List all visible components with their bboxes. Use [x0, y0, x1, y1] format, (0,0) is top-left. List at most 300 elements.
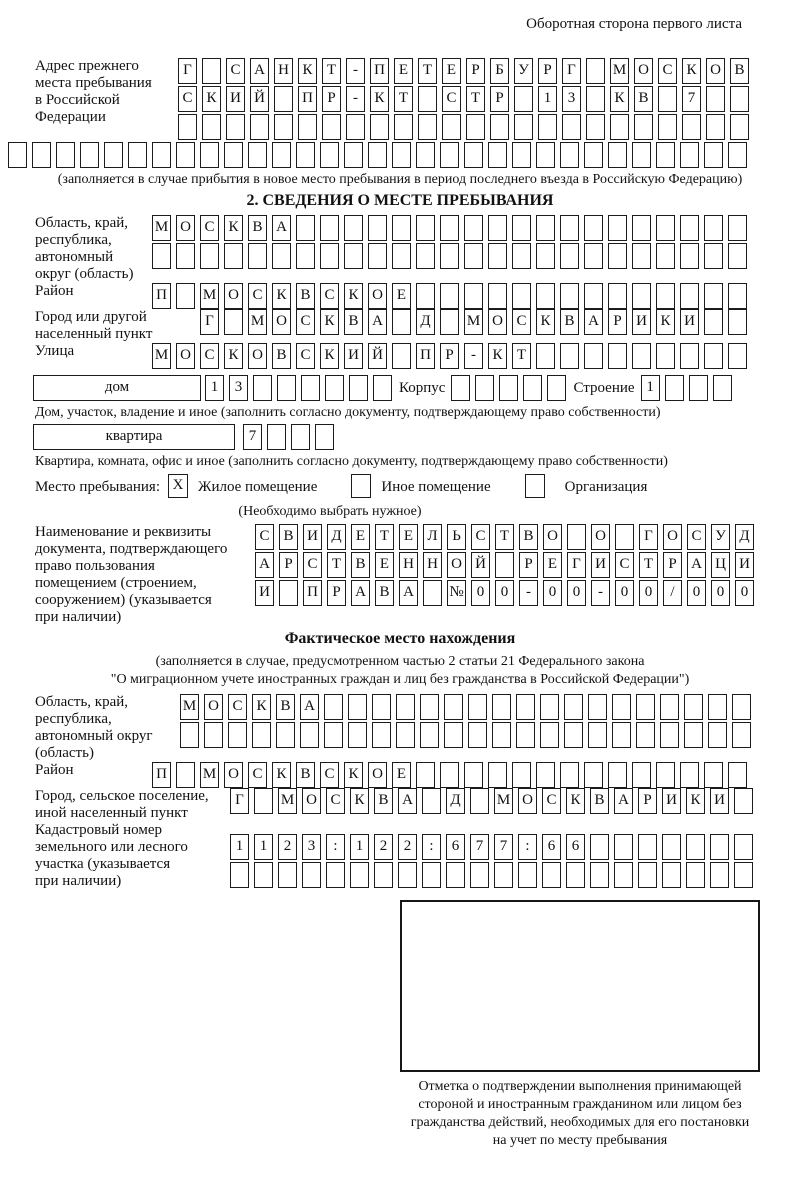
char-cell[interactable]: [542, 862, 561, 888]
char-cell[interactable]: [704, 762, 723, 788]
char-cell[interactable]: [440, 762, 459, 788]
char-cell[interactable]: О: [224, 283, 243, 309]
char-cell[interactable]: [536, 343, 555, 369]
char-cell[interactable]: [348, 694, 367, 720]
char-cell[interactable]: [178, 114, 197, 140]
char-cell[interactable]: [608, 283, 627, 309]
char-cell[interactable]: [224, 142, 243, 168]
char-cell[interactable]: 1: [538, 86, 557, 112]
char-cell[interactable]: [516, 694, 535, 720]
char-cell[interactable]: [204, 722, 223, 748]
char-cell[interactable]: [392, 343, 411, 369]
char-cell[interactable]: А: [368, 309, 387, 335]
char-cell[interactable]: [584, 215, 603, 241]
char-cell[interactable]: С: [178, 86, 197, 112]
char-cell[interactable]: [470, 788, 489, 814]
char-cell[interactable]: 1: [230, 834, 249, 860]
char-cell[interactable]: [632, 283, 651, 309]
char-cell[interactable]: И: [255, 580, 274, 606]
char-cell[interactable]: [444, 694, 463, 720]
char-cell[interactable]: [394, 114, 413, 140]
char-cell[interactable]: [350, 862, 369, 888]
char-cell[interactable]: [614, 862, 633, 888]
char-cell[interactable]: [326, 862, 345, 888]
char-cell[interactable]: [442, 114, 461, 140]
char-cell[interactable]: [488, 243, 507, 269]
char-cell[interactable]: [392, 243, 411, 269]
char-cell[interactable]: [416, 215, 435, 241]
char-cell[interactable]: [734, 862, 753, 888]
char-cell[interactable]: Д: [416, 309, 435, 335]
char-cell[interactable]: 0: [471, 580, 490, 606]
char-cell[interactable]: [495, 552, 514, 578]
char-cell[interactable]: Г: [562, 58, 581, 84]
char-cell[interactable]: С: [442, 86, 461, 112]
char-cell[interactable]: [540, 722, 559, 748]
char-cell[interactable]: П: [152, 762, 171, 788]
char-cell[interactable]: Г: [178, 58, 197, 84]
char-cell[interactable]: Й: [250, 86, 269, 112]
char-cell[interactable]: И: [226, 86, 245, 112]
char-cell[interactable]: [608, 762, 627, 788]
char-cell[interactable]: [560, 215, 579, 241]
char-cell[interactable]: 0: [735, 580, 754, 606]
char-cell[interactable]: [346, 114, 365, 140]
char-cell[interactable]: [523, 375, 542, 401]
char-cell[interactable]: К: [610, 86, 629, 112]
char-cell[interactable]: В: [344, 309, 363, 335]
char-cell[interactable]: Е: [351, 524, 370, 550]
char-cell[interactable]: [680, 343, 699, 369]
char-cell[interactable]: [638, 862, 657, 888]
char-cell[interactable]: [248, 142, 267, 168]
char-cell[interactable]: [440, 142, 459, 168]
char-cell[interactable]: Н: [274, 58, 293, 84]
char-cell[interactable]: К: [272, 762, 291, 788]
char-cell[interactable]: М: [464, 309, 483, 335]
char-cell[interactable]: [590, 834, 609, 860]
char-cell[interactable]: Е: [442, 58, 461, 84]
char-cell[interactable]: А: [255, 552, 274, 578]
char-cell[interactable]: [490, 114, 509, 140]
char-cell[interactable]: [200, 142, 219, 168]
char-cell[interactable]: [680, 215, 699, 241]
char-cell[interactable]: [656, 215, 675, 241]
char-cell[interactable]: Р: [327, 580, 346, 606]
char-cell[interactable]: [704, 283, 723, 309]
char-cell[interactable]: О: [488, 309, 507, 335]
char-cell[interactable]: [488, 283, 507, 309]
char-cell[interactable]: И: [591, 552, 610, 578]
char-cell[interactable]: [368, 215, 387, 241]
char-cell[interactable]: [516, 722, 535, 748]
char-cell[interactable]: [612, 722, 631, 748]
char-cell[interactable]: С: [471, 524, 490, 550]
char-cell[interactable]: С: [255, 524, 274, 550]
char-cell[interactable]: 0: [495, 580, 514, 606]
char-cell[interactable]: А: [272, 215, 291, 241]
char-cell[interactable]: К: [686, 788, 705, 814]
char-cell[interactable]: [728, 283, 747, 309]
char-cell[interactable]: [608, 142, 627, 168]
char-cell[interactable]: М: [200, 283, 219, 309]
char-cell[interactable]: [372, 694, 391, 720]
char-cell[interactable]: [728, 343, 747, 369]
char-cell[interactable]: 2: [374, 834, 393, 860]
char-cell[interactable]: С: [687, 524, 706, 550]
char-cell[interactable]: М: [248, 309, 267, 335]
char-cell[interactable]: [392, 142, 411, 168]
char-cell[interactable]: [686, 834, 705, 860]
char-cell[interactable]: [514, 114, 533, 140]
char-cell[interactable]: [423, 580, 442, 606]
char-cell[interactable]: К: [224, 215, 243, 241]
char-cell[interactable]: [686, 862, 705, 888]
char-cell[interactable]: 0: [711, 580, 730, 606]
char-cell[interactable]: [464, 215, 483, 241]
char-cell[interactable]: [536, 243, 555, 269]
char-cell[interactable]: [320, 215, 339, 241]
organization-checkbox[interactable]: [525, 474, 545, 498]
char-cell[interactable]: [344, 142, 363, 168]
char-cell[interactable]: 3: [562, 86, 581, 112]
char-cell[interactable]: [536, 762, 555, 788]
char-cell[interactable]: Р: [466, 58, 485, 84]
char-cell[interactable]: П: [303, 580, 322, 606]
char-cell[interactable]: [704, 309, 723, 335]
char-cell[interactable]: Г: [230, 788, 249, 814]
char-cell[interactable]: [392, 309, 411, 335]
char-cell[interactable]: [608, 243, 627, 269]
char-cell[interactable]: [708, 722, 727, 748]
char-cell[interactable]: Р: [538, 58, 557, 84]
char-cell[interactable]: [422, 788, 441, 814]
char-cell[interactable]: К: [682, 58, 701, 84]
char-cell[interactable]: [512, 215, 531, 241]
char-cell[interactable]: [416, 283, 435, 309]
char-cell[interactable]: [562, 114, 581, 140]
char-cell[interactable]: О: [663, 524, 682, 550]
char-cell[interactable]: И: [662, 788, 681, 814]
char-cell[interactable]: К: [488, 343, 507, 369]
char-cell[interactable]: [560, 243, 579, 269]
char-cell[interactable]: И: [303, 524, 322, 550]
char-cell[interactable]: [662, 834, 681, 860]
char-cell[interactable]: [488, 215, 507, 241]
char-cell[interactable]: С: [326, 788, 345, 814]
char-cell[interactable]: Н: [399, 552, 418, 578]
char-cell[interactable]: 1: [254, 834, 273, 860]
char-cell[interactable]: [416, 762, 435, 788]
char-cell[interactable]: [547, 375, 566, 401]
char-cell[interactable]: /: [663, 580, 682, 606]
char-cell[interactable]: Е: [399, 524, 418, 550]
char-cell[interactable]: К: [224, 343, 243, 369]
char-cell[interactable]: [560, 762, 579, 788]
char-cell[interactable]: [250, 114, 269, 140]
char-cell[interactable]: [584, 283, 603, 309]
char-cell[interactable]: Д: [446, 788, 465, 814]
char-cell[interactable]: [296, 215, 315, 241]
char-cell[interactable]: [665, 375, 684, 401]
char-cell[interactable]: Е: [392, 762, 411, 788]
char-cell[interactable]: 3: [229, 375, 248, 401]
char-cell[interactable]: А: [614, 788, 633, 814]
char-cell[interactable]: У: [711, 524, 730, 550]
char-cell[interactable]: К: [320, 309, 339, 335]
char-cell[interactable]: [492, 722, 511, 748]
char-cell[interactable]: Д: [735, 524, 754, 550]
char-cell[interactable]: П: [152, 283, 171, 309]
other-premises-checkbox[interactable]: [351, 474, 371, 498]
char-cell[interactable]: М: [494, 788, 513, 814]
char-cell[interactable]: 2: [278, 834, 297, 860]
char-cell[interactable]: О: [447, 552, 466, 578]
char-cell[interactable]: [374, 862, 393, 888]
char-cell[interactable]: [660, 722, 679, 748]
char-cell[interactable]: С: [512, 309, 531, 335]
char-cell[interactable]: [684, 694, 703, 720]
char-cell[interactable]: [475, 375, 494, 401]
char-cell[interactable]: [104, 142, 123, 168]
char-cell[interactable]: О: [176, 215, 195, 241]
char-cell[interactable]: В: [375, 580, 394, 606]
char-cell[interactable]: [704, 343, 723, 369]
char-cell[interactable]: С: [200, 215, 219, 241]
char-cell[interactable]: [370, 114, 389, 140]
char-cell[interactable]: С: [320, 762, 339, 788]
char-cell[interactable]: Й: [471, 552, 490, 578]
char-cell[interactable]: [368, 142, 387, 168]
char-cell[interactable]: [584, 243, 603, 269]
char-cell[interactable]: 0: [687, 580, 706, 606]
char-cell[interactable]: 6: [566, 834, 585, 860]
char-cell[interactable]: -: [464, 343, 483, 369]
char-cell[interactable]: [230, 862, 249, 888]
char-cell[interactable]: Р: [608, 309, 627, 335]
char-cell[interactable]: Г: [567, 552, 586, 578]
char-cell[interactable]: [176, 243, 195, 269]
char-cell[interactable]: С: [200, 343, 219, 369]
char-cell[interactable]: С: [228, 694, 247, 720]
char-cell[interactable]: [254, 788, 273, 814]
char-cell[interactable]: С: [320, 283, 339, 309]
char-cell[interactable]: Р: [663, 552, 682, 578]
char-cell[interactable]: О: [176, 343, 195, 369]
char-cell[interactable]: [656, 142, 675, 168]
char-cell[interactable]: [368, 243, 387, 269]
char-cell[interactable]: [440, 309, 459, 335]
char-cell[interactable]: [420, 722, 439, 748]
char-cell[interactable]: В: [279, 524, 298, 550]
char-cell[interactable]: 6: [446, 834, 465, 860]
char-cell[interactable]: [514, 86, 533, 112]
char-cell[interactable]: М: [152, 215, 171, 241]
char-cell[interactable]: [680, 243, 699, 269]
char-cell[interactable]: Р: [490, 86, 509, 112]
char-cell[interactable]: А: [351, 580, 370, 606]
char-cell[interactable]: [538, 114, 557, 140]
char-cell[interactable]: [464, 762, 483, 788]
char-cell[interactable]: Р: [638, 788, 657, 814]
char-cell[interactable]: В: [248, 215, 267, 241]
char-cell[interactable]: [512, 762, 531, 788]
char-cell[interactable]: [464, 142, 483, 168]
char-cell[interactable]: [614, 834, 633, 860]
char-cell[interactable]: [253, 375, 272, 401]
char-cell[interactable]: [372, 722, 391, 748]
char-cell[interactable]: [202, 114, 221, 140]
char-cell[interactable]: [416, 142, 435, 168]
char-cell[interactable]: [440, 243, 459, 269]
char-cell[interactable]: 6: [542, 834, 561, 860]
char-cell[interactable]: [728, 762, 747, 788]
char-cell[interactable]: [291, 424, 310, 450]
char-cell[interactable]: К: [344, 283, 363, 309]
char-cell[interactable]: [8, 142, 27, 168]
char-cell[interactable]: [590, 862, 609, 888]
char-cell[interactable]: [274, 86, 293, 112]
char-cell[interactable]: М: [610, 58, 629, 84]
char-cell[interactable]: А: [250, 58, 269, 84]
char-cell[interactable]: [396, 722, 415, 748]
char-cell[interactable]: Г: [639, 524, 658, 550]
char-cell[interactable]: [274, 114, 293, 140]
char-cell[interactable]: [586, 86, 605, 112]
char-cell[interactable]: [56, 142, 75, 168]
char-cell[interactable]: [416, 243, 435, 269]
char-cell[interactable]: 7: [243, 424, 262, 450]
char-cell[interactable]: Д: [327, 524, 346, 550]
char-cell[interactable]: [632, 215, 651, 241]
char-cell[interactable]: [536, 215, 555, 241]
char-cell[interactable]: [324, 694, 343, 720]
char-cell[interactable]: 2: [398, 834, 417, 860]
char-cell[interactable]: [662, 862, 681, 888]
char-cell[interactable]: Т: [495, 524, 514, 550]
char-cell[interactable]: [488, 762, 507, 788]
char-cell[interactable]: [560, 343, 579, 369]
char-cell[interactable]: [254, 862, 273, 888]
char-cell[interactable]: [732, 722, 751, 748]
char-cell[interactable]: [464, 283, 483, 309]
char-cell[interactable]: [398, 862, 417, 888]
char-cell[interactable]: [128, 142, 147, 168]
char-cell[interactable]: [267, 424, 286, 450]
char-cell[interactable]: П: [416, 343, 435, 369]
char-cell[interactable]: В: [560, 309, 579, 335]
char-cell[interactable]: [348, 722, 367, 748]
char-cell[interactable]: Т: [512, 343, 531, 369]
char-cell[interactable]: -: [346, 86, 365, 112]
char-cell[interactable]: [656, 283, 675, 309]
char-cell[interactable]: [176, 762, 195, 788]
char-cell[interactable]: О: [204, 694, 223, 720]
char-cell[interactable]: В: [519, 524, 538, 550]
char-cell[interactable]: [584, 142, 603, 168]
char-cell[interactable]: [658, 114, 677, 140]
char-cell[interactable]: Е: [394, 58, 413, 84]
char-cell[interactable]: И: [680, 309, 699, 335]
char-cell[interactable]: В: [272, 343, 291, 369]
char-cell[interactable]: [325, 375, 344, 401]
char-cell[interactable]: [176, 142, 195, 168]
char-cell[interactable]: 1: [641, 375, 660, 401]
char-cell[interactable]: С: [296, 309, 315, 335]
char-cell[interactable]: [418, 114, 437, 140]
char-cell[interactable]: [301, 375, 320, 401]
char-cell[interactable]: С: [248, 762, 267, 788]
char-cell[interactable]: [296, 243, 315, 269]
char-cell[interactable]: Р: [322, 86, 341, 112]
char-cell[interactable]: С: [542, 788, 561, 814]
char-cell[interactable]: М: [278, 788, 297, 814]
char-cell[interactable]: Р: [519, 552, 538, 578]
char-cell[interactable]: К: [350, 788, 369, 814]
char-cell[interactable]: [660, 694, 679, 720]
char-cell[interactable]: 0: [615, 580, 634, 606]
char-cell[interactable]: [488, 142, 507, 168]
char-cell[interactable]: А: [300, 694, 319, 720]
char-cell[interactable]: [734, 788, 753, 814]
char-cell[interactable]: О: [634, 58, 653, 84]
char-cell[interactable]: [584, 762, 603, 788]
char-cell[interactable]: [226, 114, 245, 140]
char-cell[interactable]: [684, 722, 703, 748]
char-cell[interactable]: [202, 58, 221, 84]
char-cell[interactable]: [730, 86, 749, 112]
char-cell[interactable]: [373, 375, 392, 401]
char-cell[interactable]: О: [224, 762, 243, 788]
char-cell[interactable]: Л: [423, 524, 442, 550]
char-cell[interactable]: И: [344, 343, 363, 369]
char-cell[interactable]: [608, 215, 627, 241]
char-cell[interactable]: [494, 862, 513, 888]
char-cell[interactable]: [584, 343, 603, 369]
char-cell[interactable]: Ь: [447, 524, 466, 550]
char-cell[interactable]: [277, 375, 296, 401]
char-cell[interactable]: И: [632, 309, 651, 335]
char-cell[interactable]: -: [591, 580, 610, 606]
char-cell[interactable]: :: [326, 834, 345, 860]
char-cell[interactable]: [680, 142, 699, 168]
char-cell[interactable]: [152, 243, 171, 269]
char-cell[interactable]: [180, 722, 199, 748]
char-cell[interactable]: [536, 142, 555, 168]
char-cell[interactable]: Т: [418, 58, 437, 84]
char-cell[interactable]: [349, 375, 368, 401]
char-cell[interactable]: [422, 862, 441, 888]
char-cell[interactable]: О: [248, 343, 267, 369]
char-cell[interactable]: [152, 142, 171, 168]
char-cell[interactable]: [32, 142, 51, 168]
char-cell[interactable]: [728, 142, 747, 168]
char-cell[interactable]: [499, 375, 518, 401]
char-cell[interactable]: 0: [543, 580, 562, 606]
char-cell[interactable]: С: [303, 552, 322, 578]
char-cell[interactable]: М: [180, 694, 199, 720]
char-cell[interactable]: Т: [466, 86, 485, 112]
char-cell[interactable]: [706, 86, 725, 112]
char-cell[interactable]: В: [296, 762, 315, 788]
char-cell[interactable]: К: [566, 788, 585, 814]
char-cell[interactable]: [656, 243, 675, 269]
char-cell[interactable]: [586, 58, 605, 84]
char-cell[interactable]: [315, 424, 334, 450]
char-cell[interactable]: [689, 375, 708, 401]
char-cell[interactable]: И: [710, 788, 729, 814]
char-cell[interactable]: О: [302, 788, 321, 814]
